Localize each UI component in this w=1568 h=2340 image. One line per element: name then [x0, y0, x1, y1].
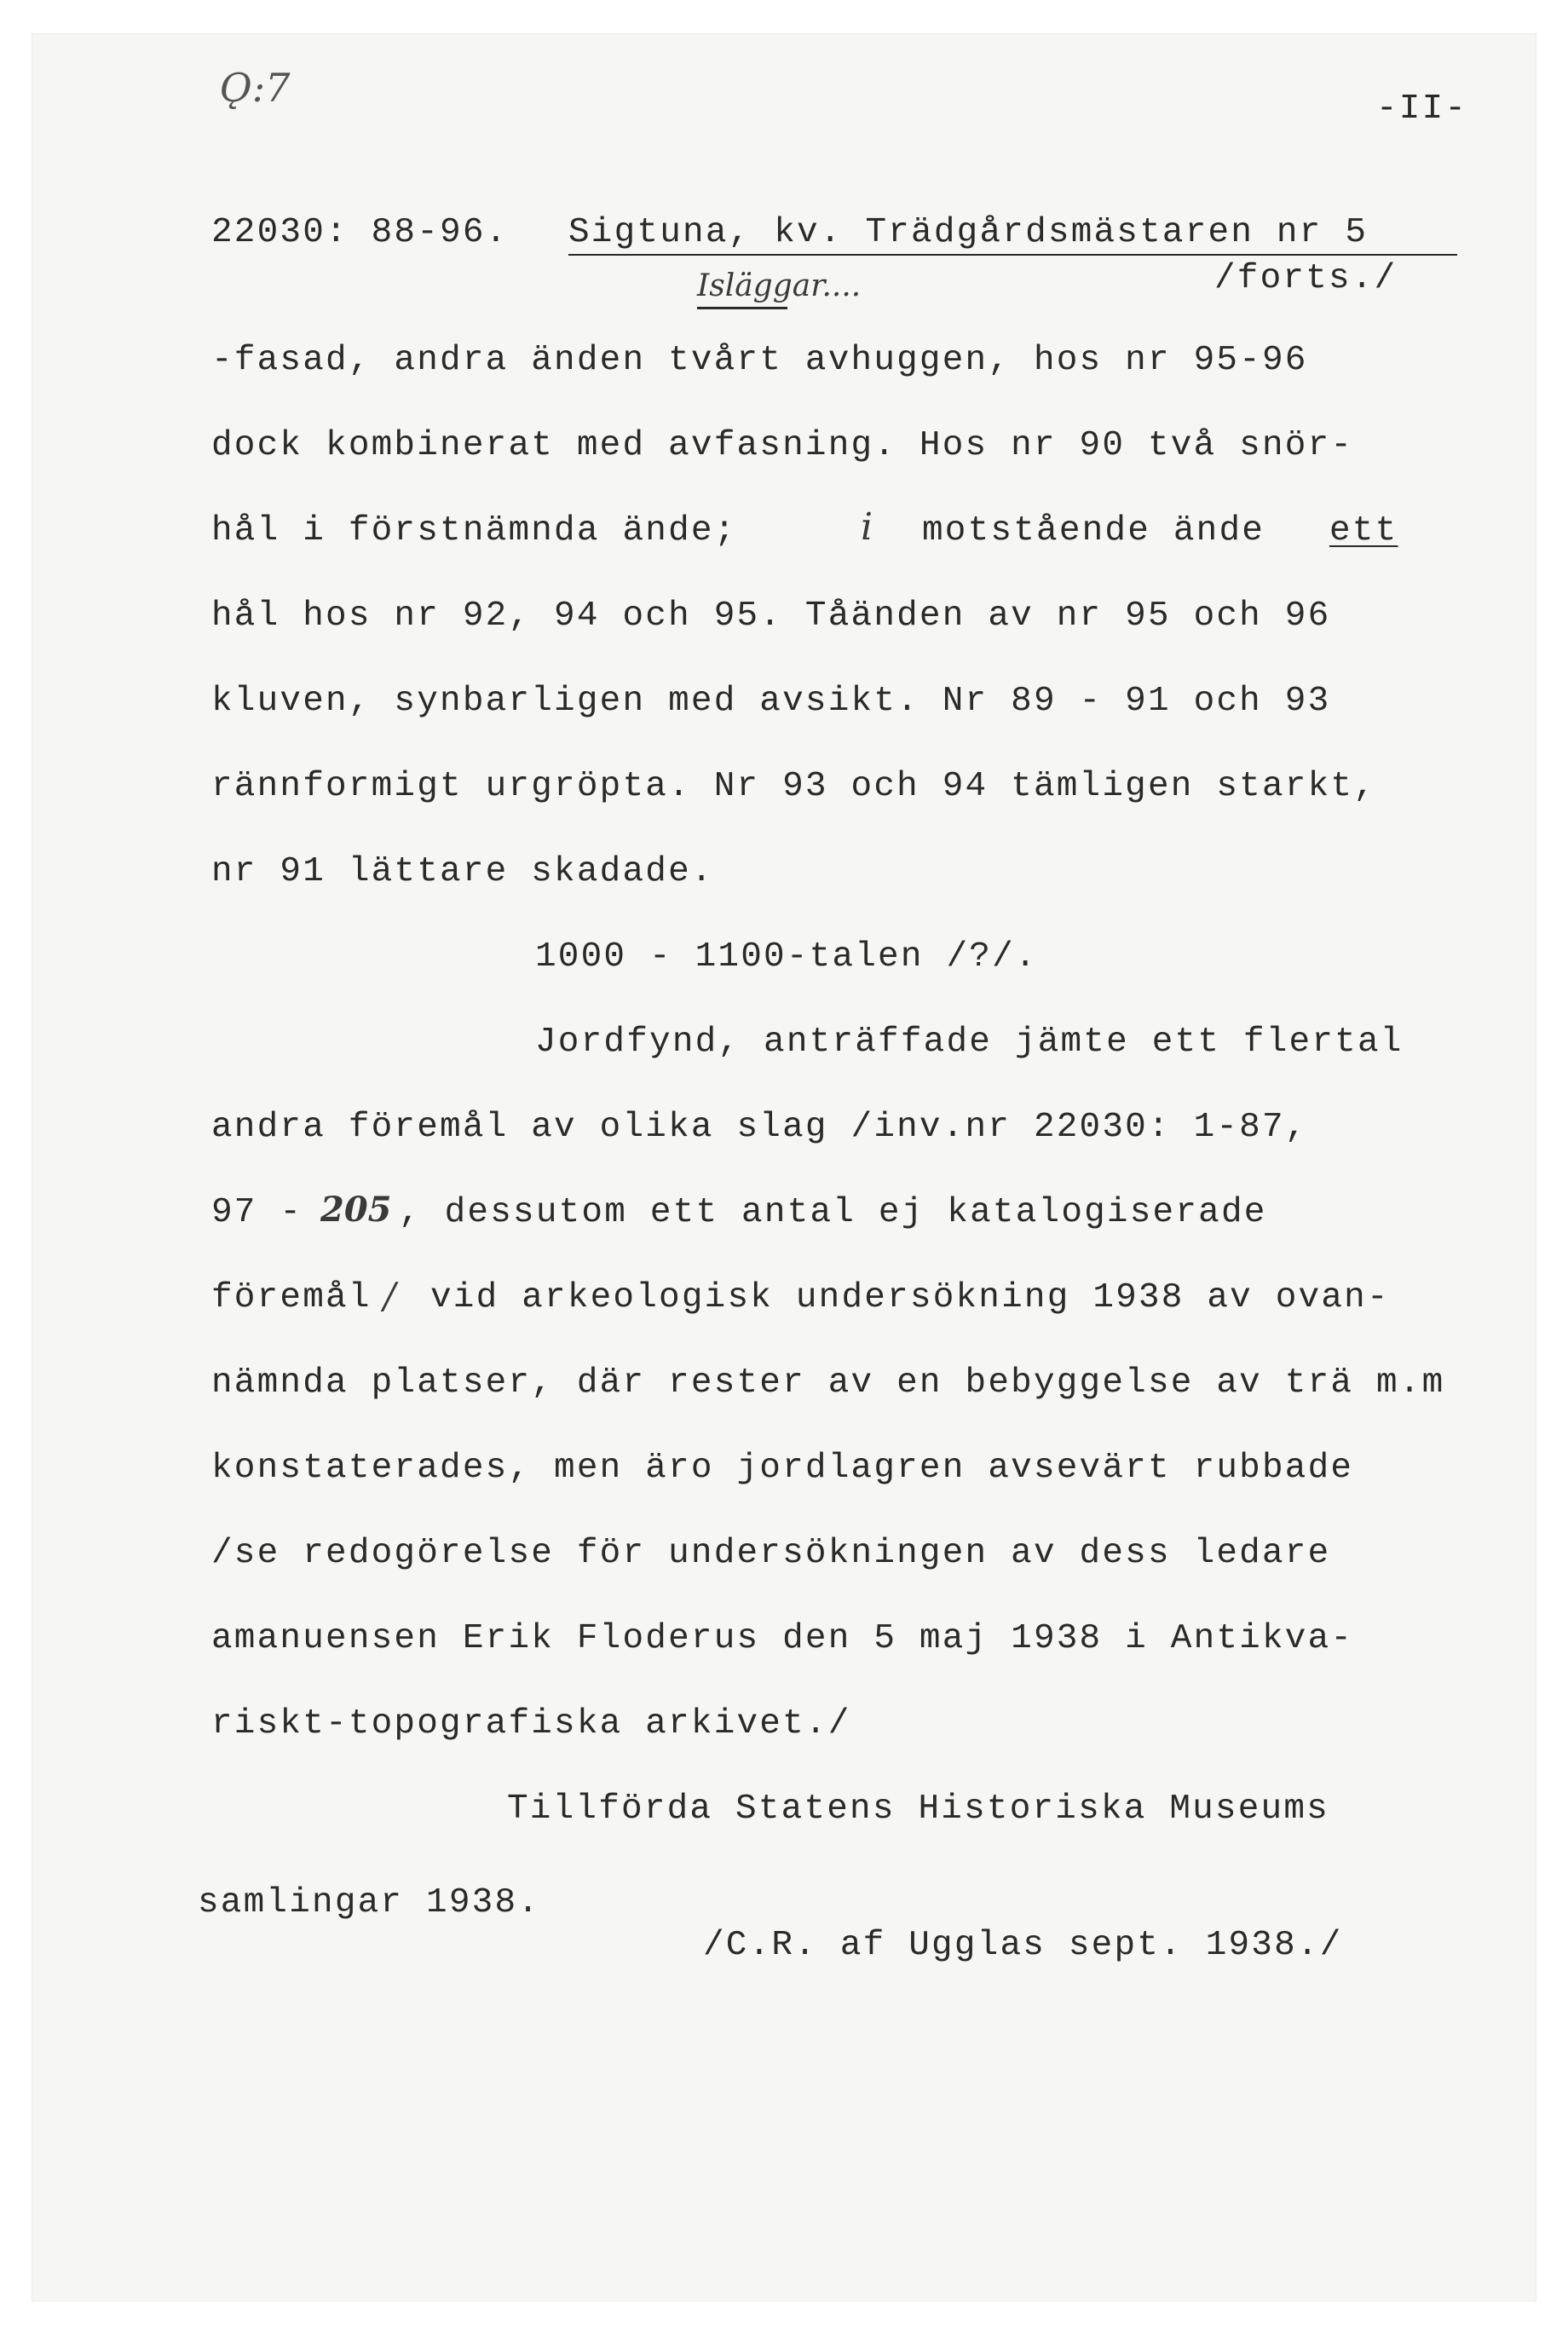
collections-line: samlingar 1938.: [198, 1883, 541, 1922]
text-line-5: kluven, synbarligen med avsikt. Nr 89 - 91 och 93: [211, 682, 1331, 721]
text-line-6: rännformigt urgröpta. Nr 93 och 94 tämligen starkt,: [211, 767, 1377, 806]
handwritten-note: Isläggar....: [697, 268, 862, 303]
signature-line: /C.R. af Ugglas sept. 1938./: [703, 1926, 1343, 1965]
text-line-12a: föremål: [211, 1278, 372, 1317]
document-title: Sigtuna, kv. Trädgårdsmästaren nr 5: [568, 213, 1369, 252]
page-number: -II-: [1376, 89, 1468, 129]
continued-mark: /forts./: [1214, 259, 1398, 298]
handwritten-insert-i: i: [861, 505, 873, 549]
text-line-10: andra föremål av olika slag /inv.nr 22030: 1-87,: [211, 1108, 1308, 1147]
text-line-1: -fasad, andra änden tvårt avhuggen, hos nr 95-96: [211, 341, 1308, 380]
text-line-17: riskt-topografiska arkivet./: [211, 1704, 851, 1743]
dating-line: 1000 - 1100-talen /?/.: [535, 937, 1038, 977]
text-line-13: nämnda platser, där rester av en bebyggelse av trä m.m: [211, 1363, 1445, 1403]
text-line-3-rest: motstående ände: [922, 511, 1265, 550]
text-line-16: amanuensen Erik Floderus den 5 maj 1938 i Antikva-: [211, 1619, 1354, 1658]
text-line-14: konstaterades, men äro jordlagren avsevärt rubbade: [211, 1449, 1354, 1488]
handwritten-slash: /: [383, 1275, 396, 1317]
text-line-11-rest: , dessutom ett antal ej katalogiserade: [399, 1193, 1267, 1232]
text-line-12b: vid arkeologisk undersökning 1938 av ovan-: [430, 1278, 1390, 1317]
museum-line: Tillförda Statens Historiska Museums: [507, 1790, 1329, 1829]
text-line-4: hål hos nr 92, 94 och 95. Tåänden av nr 95 och 96: [211, 597, 1331, 636]
text-line-3: hål i förstnämnda ände;: [211, 511, 737, 550]
title-underline: [568, 254, 1457, 256]
text-line-15: /se redogörelse för undersökningen av dess ledare: [211, 1534, 1331, 1573]
handwritten-number: 205: [320, 1190, 392, 1230]
text-line-2: dock kombinerat med avfasning. Hos nr 90 två snör-: [211, 426, 1354, 465]
text-line-7: nr 91 lättare skadade.: [211, 852, 714, 891]
text-line-9: Jordfynd, anträffade jämte ett flertal: [535, 1023, 1404, 1062]
handnote-underline: [697, 307, 787, 309]
text-line-11-prefix: 97 -: [211, 1193, 303, 1232]
inventory-number: 22030: 88-96.: [211, 213, 509, 252]
text-line-3-underlined: ett: [1329, 511, 1398, 550]
corner-mark: Ǫ:7: [220, 65, 291, 111]
